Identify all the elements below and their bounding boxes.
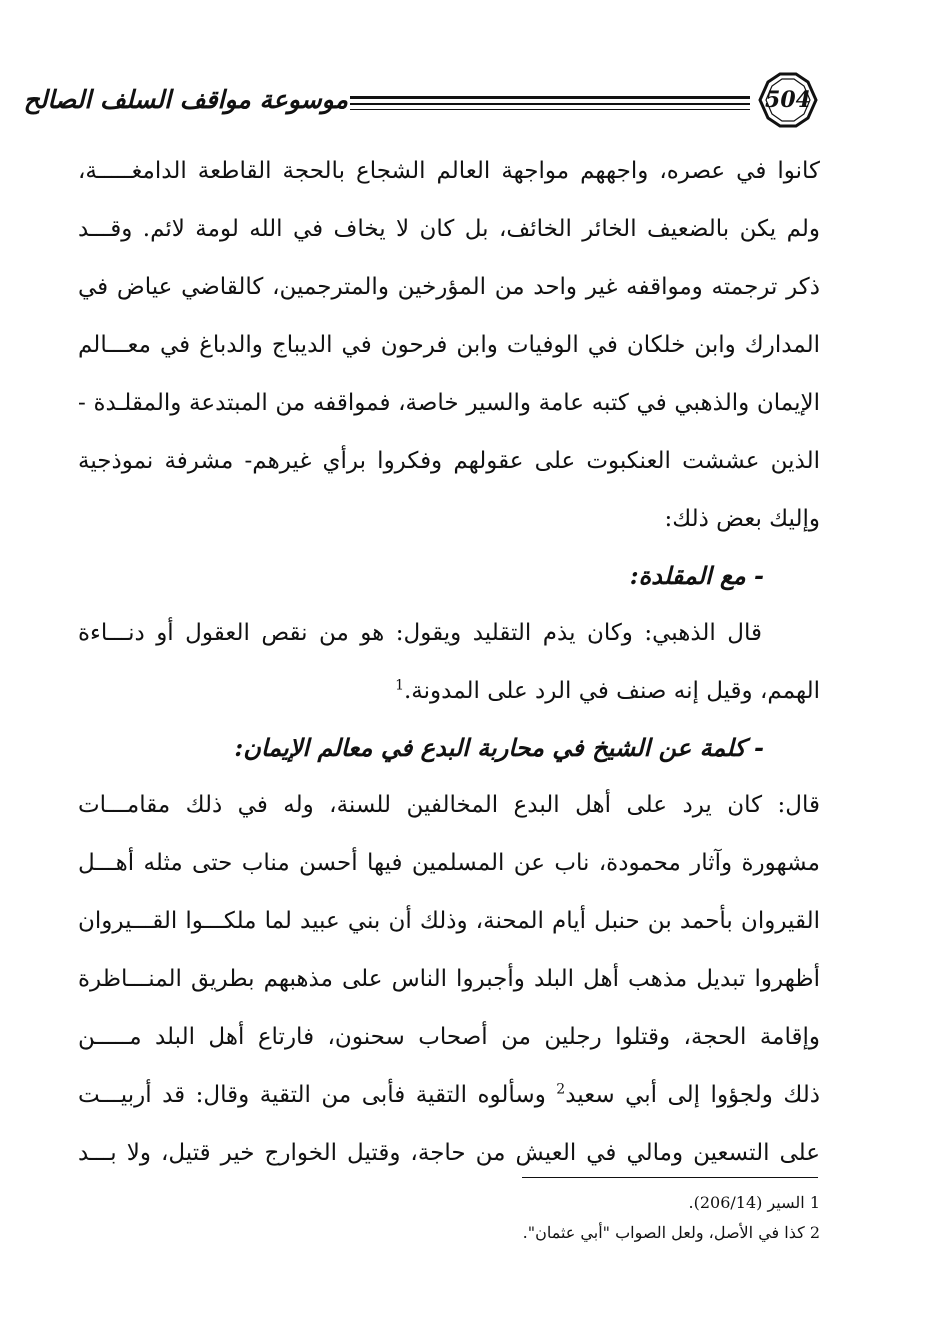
- page-header: [23, 70, 838, 130]
- text-span: وسألوه التقية فأبى من التقية وقال: قد أربيـــت: [78, 1082, 557, 1108]
- text-span: ذلك ولجؤوا إلى أبي سعيد: [565, 1082, 820, 1108]
- text-line: وإقامة الحجة، وقتلوا رجلين من أصحاب سحنون، فارتاع أهل البلد مـــــن: [78, 1024, 820, 1050]
- page-number-badge: [748, 70, 828, 130]
- section-heading: - كلمة عن الشيخ في محاربة البدع في معالم الإيمان:: [234, 733, 764, 762]
- footnote-number: 1: [809, 1193, 820, 1212]
- text-line: [78, 1066, 820, 1124]
- text-line: [78, 662, 820, 720]
- text-line: على التسعين ومالي في العيش من حاجة، وقتيل الخوارج خير قتيل، ولا بـــد: [78, 1140, 820, 1166]
- header-rule: [350, 103, 750, 105]
- footnote-ref[interactable]: 1: [395, 677, 404, 694]
- text-line: كانوا في عصره، واجههم مواجهة العالم الشجاع بالحجة القاطعة الدامغـــــة،: [78, 158, 820, 184]
- text-line: القيروان بأحمد بن حنبل أيام المحنة، وذلك أن بني عبيد لما ملكـــوا القـــيروان: [78, 908, 820, 934]
- footnote: [400, 1218, 820, 1248]
- text-line: الذين عششت العنكبوت على عقولهم وفكروا برأي غيرهم- مشرفة نموذجية: [78, 448, 820, 474]
- text-line: وإليك بعض ذلك:: [664, 506, 820, 532]
- page-number: 504: [765, 87, 811, 113]
- footnote-number: 2: [809, 1223, 820, 1242]
- series-title: موسوعة مواقف السلف الصالح: [23, 85, 348, 114]
- footnote-text: السير (206/14).: [688, 1193, 805, 1212]
- text-line: ولم يكن بالضعيف الخائر الخائف، بل كان لا يخاف في الله لومة لائم. وقـــد: [78, 216, 820, 242]
- footnote: [400, 1188, 820, 1218]
- text-line: قال: كان يرد على أهل البدع المخالفين للسنة، وله في ذلك مقامـــات: [78, 792, 820, 818]
- footnote-ref[interactable]: 2: [556, 1081, 566, 1098]
- header-rule: [350, 96, 750, 99]
- header-rule: [350, 109, 750, 110]
- text-line: مشهورة وآثار محمودة، ناب عن المسلمين فيها أحسن مناب حتى مثله أهـــل: [78, 850, 820, 876]
- text-line: أظهروا تبديل مذهب أهل البلد وأجبروا الناس على مذهبهم بطريق المنـــاظرة: [78, 966, 820, 992]
- footnote-divider: [522, 1177, 818, 1178]
- text-line: المدارك وابن خلكان في الوفيات وابن فرحون في الديباج والدباغ في معـــالم: [78, 332, 820, 358]
- main-text: [78, 142, 820, 1182]
- section-heading: - مع المقلدة:: [629, 561, 764, 590]
- footnotes: [400, 1188, 820, 1248]
- text-line: ذكر ترجمته ومواقفه غير واحد من المؤرخين والمترجمين، كالقاضي عياض في: [78, 274, 820, 300]
- footnote-text: كذا في الأصل، ولعل الصواب "أبي عثمان".: [522, 1223, 805, 1242]
- text-line: قال الذهبي: وكان يذم التقليد ويقول: هو من نقص العقول أو دنـــاءة: [78, 620, 762, 646]
- text-span: الهمم، وقيل إنه صنف في الرد على المدونة.: [404, 678, 820, 704]
- text-line: الإيمان والذهبي في كتبه عامة والسير خاصة، فمواقفه من المبتدعة والمقلـدة -: [78, 390, 820, 416]
